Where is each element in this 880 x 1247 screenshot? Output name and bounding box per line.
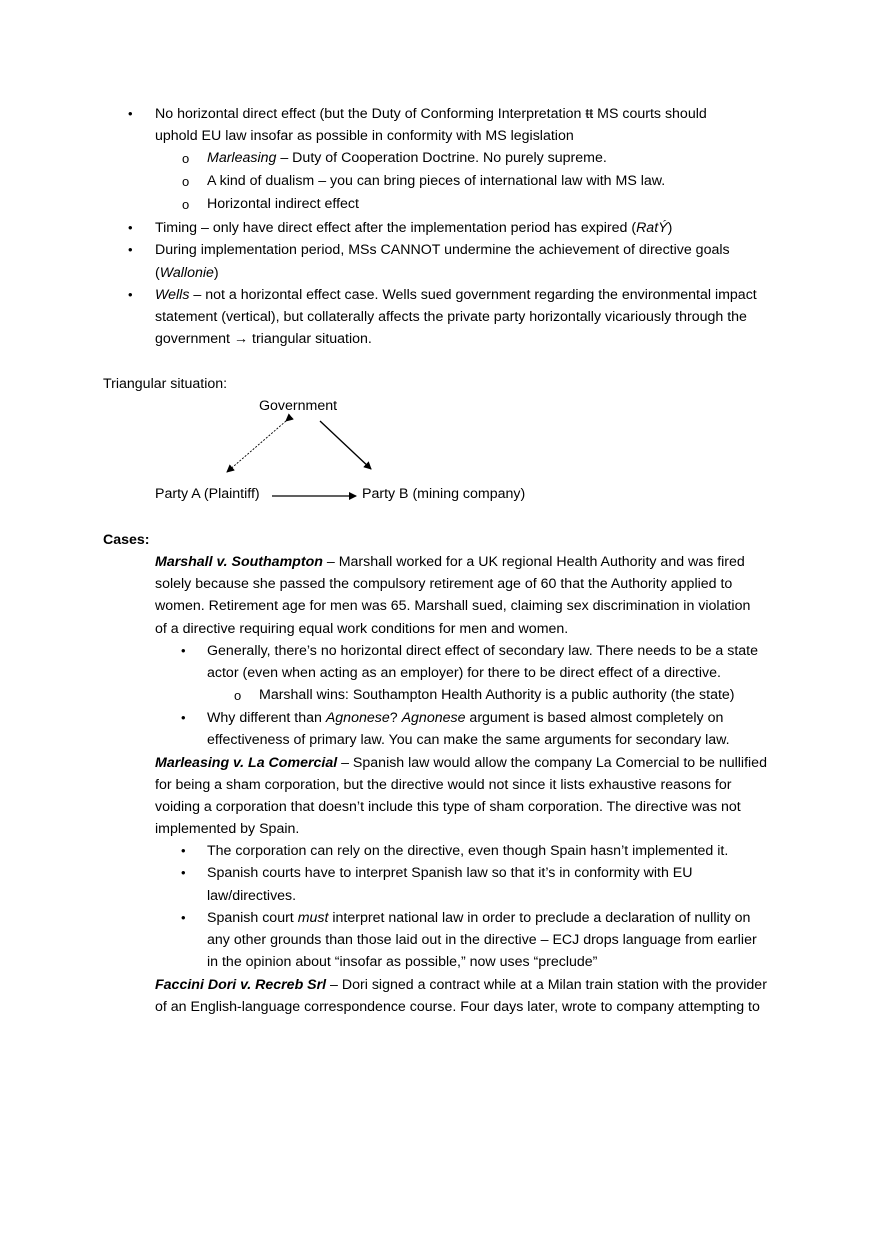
diagram-heading: Triangular situation:	[103, 376, 228, 392]
bullet-text: statement (vertical), but collaterally affects the private party horizontally vicariously through the	[155, 309, 747, 325]
text: ?	[389, 710, 402, 726]
bullet-text: The corporation can rely on the directive, even though Spain hasn’t implemented it.	[207, 843, 729, 859]
text: Spanish court	[207, 910, 298, 926]
case-paragraph: of a directive requiring equal work conditions for men and women.	[155, 621, 569, 637]
text: Why different than	[207, 710, 326, 726]
bullet-marker: •	[181, 910, 186, 925]
arrow-government-party-a	[227, 421, 286, 472]
case-paragraph: for being a sham corporation, but the directive would not since it lists exhaustive reasons for	[155, 777, 732, 793]
diagram-node-party-a: Party A (Plaintiff)	[155, 486, 260, 502]
text: interpret national law in order to preclude a declaration of nullity on	[328, 910, 751, 926]
sub-bullet-marker: o	[234, 688, 242, 703]
cases-heading: Cases:	[103, 532, 150, 548]
bullet-text: Spanish courts have to interpret Spanish law so that it’s in conformity with EU	[207, 865, 693, 881]
text: (	[155, 265, 160, 281]
case-name: RatÝ	[636, 220, 668, 236]
bullet-text	[207, 707, 723, 729]
sub-bullet-text: A kind of dualism – you can bring pieces of international law with MS law.	[207, 173, 666, 189]
case-paragraph	[155, 752, 767, 774]
case-paragraph	[155, 974, 767, 996]
bullet-text: effectiveness of primary law. You can make the same arguments for secondary law.	[207, 732, 730, 748]
text: – not a horizontal effect case. Wells sued government regarding the environmental impact	[189, 287, 757, 303]
case-paragraph: of an English-language correspondence course. Four days later, wrote to company attempting to	[155, 999, 760, 1015]
bullet-text: Generally, there’s no horizontal direct effect of secondary law. There needs to be a state	[207, 643, 759, 659]
text: )	[213, 265, 219, 281]
case-paragraph: implemented by Spain.	[155, 821, 300, 837]
bullet-text: uphold EU law insofar as possible in conformity with MS legislation	[155, 128, 574, 144]
case-name: Marleasing	[207, 150, 277, 166]
bullet-marker: •	[128, 287, 133, 302]
text: – Duty of Cooperation Doctrine. No purely supreme.	[276, 150, 607, 166]
arrow-government-party-b	[320, 421, 371, 469]
bullet-marker: •	[128, 242, 133, 257]
text: )	[667, 220, 673, 236]
case-paragraph: voiding a corporation that doesn’t include this type of sham corporation. The directive was not	[155, 799, 741, 815]
case-paragraph: solely because she passed the compulsory retirement age of 60 that the Authority applied to	[155, 576, 733, 592]
bullet-marker: •	[181, 710, 186, 725]
bullet-text	[207, 907, 750, 929]
bullet-text: in the opinion about “insofar as possible,” now uses “preclude”	[207, 954, 598, 970]
emphasis: must	[297, 910, 329, 926]
arrow-icon: →	[233, 331, 249, 347]
case-paragraph	[155, 551, 745, 573]
bullet-text: any other grounds than those laid out in the directive – ECJ drops language from earlier	[207, 932, 757, 948]
bullet-text: law/directives.	[207, 888, 297, 904]
text: triangular situation.	[248, 331, 372, 347]
sub-bullet-text: Marshall wins: Southampton Health Authority is a public authority (the state)	[259, 687, 735, 703]
text: government	[155, 331, 234, 347]
bullet-marker: •	[181, 643, 186, 658]
diagram-node-government: Government	[259, 398, 338, 414]
bullet-marker: •	[181, 865, 186, 880]
text: – Marshall worked for a UK regional Health Authority and was fired	[322, 554, 745, 570]
text: argument is based almost completely on	[465, 710, 724, 726]
sub-bullet-marker: o	[182, 151, 190, 166]
text: Timing – only have direct effect after the implementation period has expired (	[155, 220, 637, 236]
bullet-text: No horizontal direct effect (but the Duty of Conforming Interpretation ŧŧ MS courts should	[155, 106, 707, 122]
sub-bullet-marker: o	[182, 174, 190, 189]
case-name: Agnonese	[325, 710, 390, 726]
case-title: Marshall v. Southampton	[155, 554, 323, 570]
case-name: Wells	[155, 287, 190, 303]
case-name: Agnonese	[401, 710, 466, 726]
bullet-text: During implementation period, MSs CANNOT undermine the achievement of directive goals	[155, 242, 730, 258]
bullet-marker: •	[128, 106, 133, 121]
sub-bullet-text: Horizontal indirect effect	[207, 196, 359, 212]
case-title: Marleasing v. La Comercial	[155, 755, 338, 771]
case-title: Faccini Dori v. Recreb Srl	[155, 977, 327, 993]
text: – Dori signed a contract while at a Milan train station with the provider	[326, 977, 767, 993]
diagram-node-party-b: Party B (mining company)	[362, 486, 526, 502]
case-name: Wallonie	[159, 265, 214, 281]
bullet-marker: •	[181, 843, 186, 858]
sub-bullet-marker: o	[182, 197, 190, 212]
text: – Spanish law would allow the company La Comercial to be nullified	[337, 755, 767, 771]
bullet-text: actor (even when acting as an employer) for there to be direct effect of a directive.	[207, 665, 721, 681]
case-paragraph: women. Retirement age for men was 65. Marshall sued, claiming sex discrimination in violation	[155, 598, 751, 614]
bullet-marker: •	[128, 220, 133, 235]
